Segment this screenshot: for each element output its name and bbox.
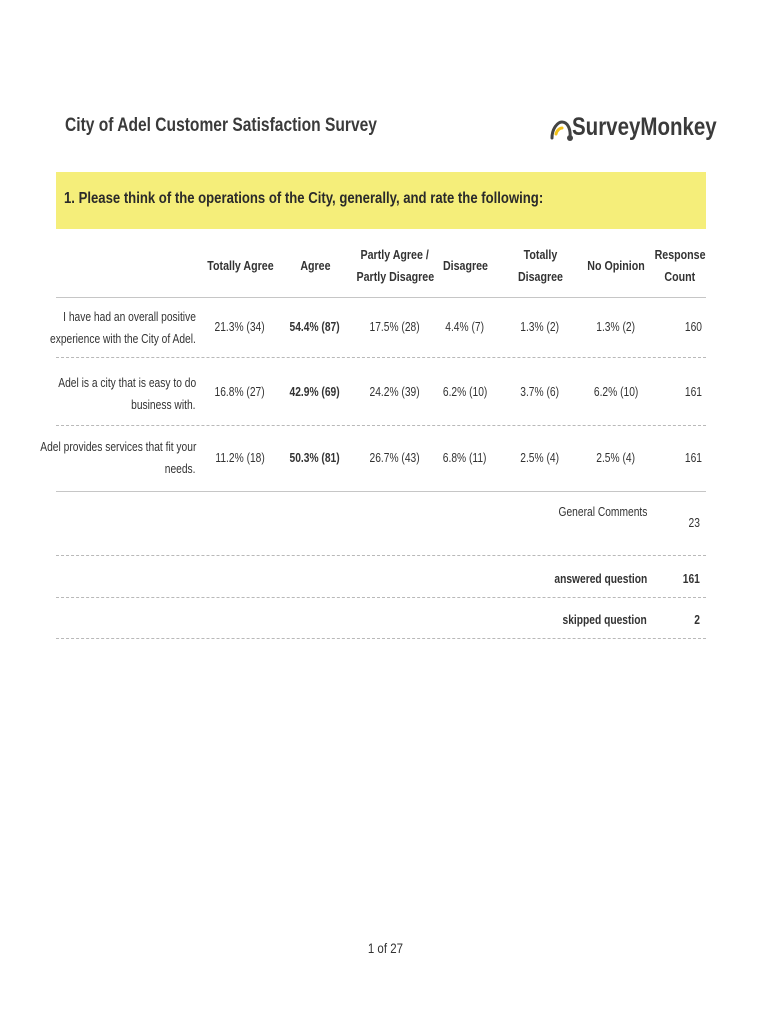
general-comments-label: General Comments xyxy=(558,505,647,519)
table-cell: 3.7% (6) xyxy=(520,385,560,399)
header-divider xyxy=(56,297,706,298)
table-cell: 6.2% (10) xyxy=(593,385,639,399)
row-divider xyxy=(56,357,706,358)
column-header-no-opinion: No Opinion xyxy=(587,258,645,273)
summary-divider xyxy=(56,597,706,598)
row-label: Adel provides services that fit your needs. xyxy=(39,440,196,476)
table-cell: 16.8% (27) xyxy=(214,385,266,399)
table-cell: 21.3% (34) xyxy=(214,320,266,334)
table-cell: 17.5% (28) xyxy=(369,320,421,334)
column-header-totally-agree: Totally Agree xyxy=(207,258,274,273)
table-cell: 6.8% (11) xyxy=(443,451,487,465)
column-header-partly: Partly Agree / Partly Disagree xyxy=(356,247,434,284)
answered-question-value: 161 xyxy=(682,572,700,586)
page-number: 1 of 27 xyxy=(367,940,403,956)
table-cell: 4.4% (7) xyxy=(445,320,485,334)
question-header xyxy=(56,172,706,229)
summary-divider xyxy=(56,638,706,639)
row-divider xyxy=(56,425,706,426)
table-cell: 2.5% (4) xyxy=(520,451,560,465)
document-title: City of Adel Customer Satisfaction Survey xyxy=(65,115,377,136)
table-cell: 42.9% (69) xyxy=(289,385,341,399)
column-header-agree: Agree xyxy=(299,258,331,273)
table-cell: 24.2% (39) xyxy=(369,385,421,399)
table-cell: 2.5% (4) xyxy=(596,451,636,465)
table-cell: 1.3% (2) xyxy=(520,320,560,334)
skipped-question-value: 2 xyxy=(694,613,700,627)
table-cell: 54.4% (87) xyxy=(289,320,341,334)
logo-wordmark: SurveyMonkey xyxy=(572,113,717,141)
table-cell: 1.3% (2) xyxy=(596,320,636,334)
table-cell: 161 xyxy=(684,451,702,465)
surveymonkey-logo xyxy=(548,112,717,148)
row-label: I have had an overall positive experience with the City of Adel. xyxy=(50,310,196,346)
column-header-disagree: Disagree xyxy=(442,258,488,273)
column-header-totally-disagree: Totally Disagree xyxy=(517,247,563,284)
table-cell: 26.7% (43) xyxy=(369,451,421,465)
table-cell: 11.2% (18) xyxy=(215,451,265,465)
table-bottom-divider xyxy=(56,491,706,492)
column-header-response-count: Response Count xyxy=(654,247,706,284)
row-label: Adel is a city that is easy to do business with. xyxy=(58,376,196,412)
table-cell: 6.2% (10) xyxy=(442,385,488,399)
answered-question-label: answered question xyxy=(554,572,647,586)
table-cell: 50.3% (81) xyxy=(289,451,341,465)
table-cell: 160 xyxy=(684,320,702,334)
skipped-question-label: skipped question xyxy=(562,613,647,627)
summary-divider xyxy=(56,555,706,556)
general-comments-count: 23 xyxy=(688,516,700,530)
question-text: 1. Please think of the operations of the City, generally, and rate the following: xyxy=(64,190,544,207)
table-cell: 161 xyxy=(684,385,702,399)
monkey-head-icon xyxy=(548,118,574,144)
